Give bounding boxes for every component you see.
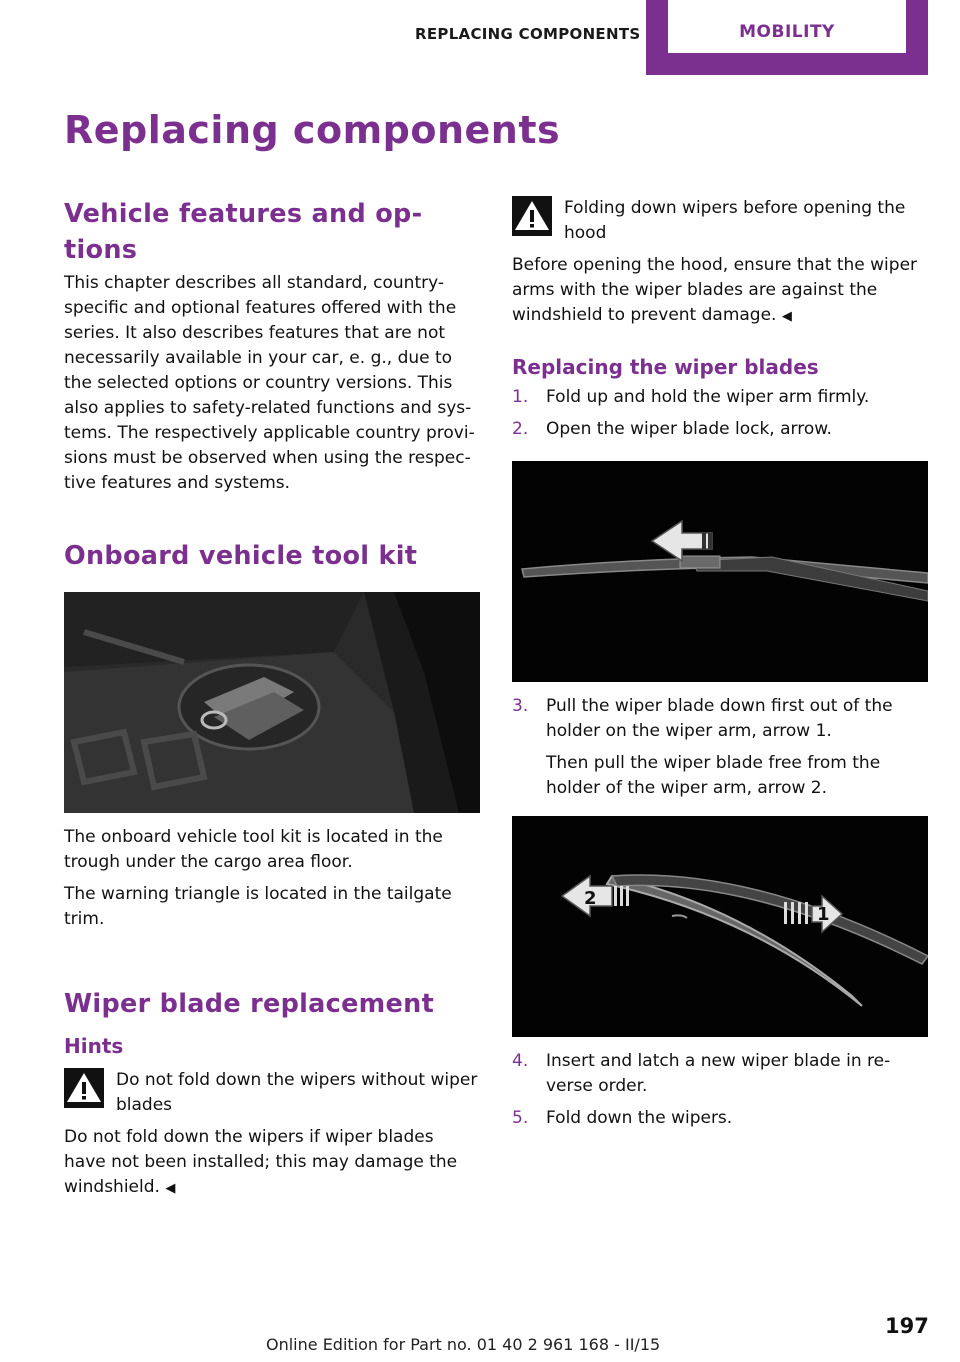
end-mark: ◀ (165, 1181, 176, 1196)
warning1-title: Do not fold down the wipers without wiper blades (116, 1070, 478, 1115)
warning1-body: Do not fold down the wipers if wiper blades have not been installed; this may damage the windshield. ◀ (64, 1127, 458, 1197)
replacing-heading: Replacing the wiper blades (512, 355, 819, 379)
wiper-release-photo (512, 816, 928, 1037)
wiper-heading: Wiper blade replacement (64, 989, 435, 1019)
step-item: 2. Open the wiper blade lock, arrow. (512, 419, 832, 439)
steps-list-c (512, 1049, 928, 1131)
warning-triangle-icon (64, 1068, 104, 1108)
arrow-label-1: 1 (817, 904, 830, 925)
edition-footer: Online Edition for Part no. 01 40 2 961 168 - II/15 (266, 1335, 661, 1354)
steps-list-a (512, 385, 928, 442)
page-number: 197 (885, 1314, 929, 1338)
hints-heading: Hints (64, 1034, 124, 1058)
warning-no-blades (64, 1068, 480, 1118)
toolkit-photo (64, 592, 480, 813)
step-item: 1. Fold up and hold the wiper arm firmly. (512, 387, 870, 407)
step-item: 4. Insert and latch a new wiper blade in re‐verse order. (512, 1051, 891, 1096)
chapter-tab-label: MOBILITY (739, 22, 835, 42)
warning2-body: Before opening the hood, ensure that the wiper arms with the wiper blades are against the windshield to prevent damage. ◀ (512, 255, 918, 325)
toolkit-heading: Onboard vehicle tool kit (64, 541, 418, 571)
left-column (64, 196, 480, 1201)
warning2-title: Folding down wipers before opening the hood (564, 198, 906, 243)
warning-triangle-text: The warning triangle is located in the tailgate trim. (64, 884, 452, 929)
arrow-label-2: 2 (584, 888, 597, 909)
chapter-tab (646, 0, 928, 75)
step-item: 5. Fold down the wipers. (512, 1108, 733, 1128)
features-body: This chapter describes all standard, country-specific and optional features offered with the series. It also describes features that are not necessarily available in your car, e. g., due to the selected options or country versions. This also applies to safety-related functions and sys‐tems. The respectively applicable country provi‐sions must be observed when using the respec‐tive features and systems. (64, 273, 475, 493)
page-title: Replacing components (64, 108, 561, 152)
step-item: 3. Pull the wiper blade down first out of the holder on the wiper arm, arrow 1. Then pull the wiper blade free from the holder of the wiper arm, arrow 2. (512, 696, 893, 798)
running-header-section: REPLACING COMPONENTS (415, 25, 641, 43)
features-heading: Vehicle features and op‐ tions (64, 199, 423, 265)
end-mark: ◀ (781, 309, 792, 324)
steps-list-b (512, 694, 928, 801)
right-column (512, 196, 928, 1131)
warning-hood (512, 196, 928, 246)
warning-triangle-icon (512, 196, 552, 236)
wiper-lock-photo (512, 461, 928, 682)
toolkit-location-text: The onboard vehicle tool kit is located in the trough under the cargo area floor. (64, 827, 443, 872)
